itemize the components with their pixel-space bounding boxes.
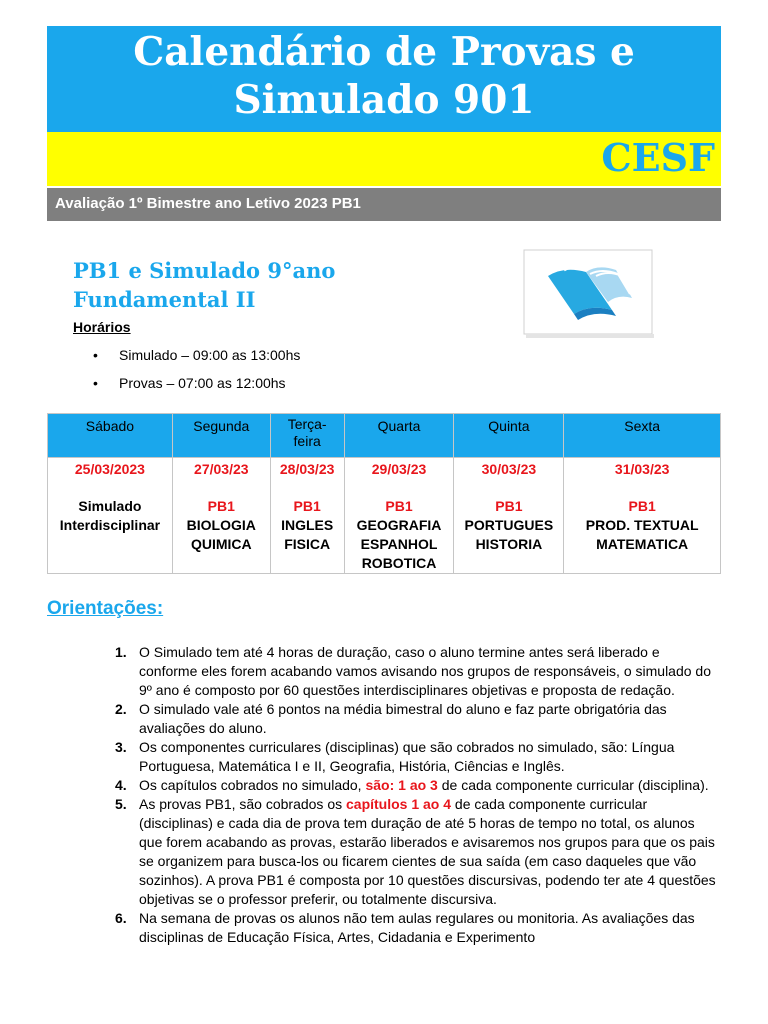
column-header-terca: Terça- feira xyxy=(270,414,344,458)
bullet-icon: • xyxy=(93,347,98,363)
orientacao-item xyxy=(108,700,720,738)
orientacao-item xyxy=(108,738,720,776)
bullet-icon: • xyxy=(93,375,98,391)
item-number: 4. xyxy=(115,777,127,793)
item-text: de cada componente curricular (disciplinas) e cada dia de prova tem duração de até 5 horas de tempo no total, os alunos que forem acabando as provas, estarão liberados e avisaremos nos grupos para que os pais se organizem para busca-los ou ficarem cientes de sua saída (em caso daqueles que vão sozinhos). A prova PB1 é composta por 10 questões discursivas, podendo ter ate 4 questões objetivas se o professor preferir, ou totalmente discursiva. xyxy=(139,796,716,907)
org-name: CESF xyxy=(601,135,715,180)
column-header-sabado: Sábado xyxy=(48,414,173,458)
item-number: 3. xyxy=(115,739,127,755)
subject: PORTUGUES xyxy=(464,517,554,533)
item-text: As provas PB1, são cobrados os xyxy=(139,796,346,812)
day-cell xyxy=(48,458,173,574)
exam-code: PB1 xyxy=(207,498,235,514)
day-cell xyxy=(454,458,564,574)
item-text: O Simulado tem até 4 horas de duração, caso o aluno termine antes será liberado e conforme eles forem acabando vamos avisando nos grupos de responsáveis, o simulado do 9º ano é composto por 60 questões interdisciplinares objetivas e proposta de redação. xyxy=(139,644,711,698)
subject: ESPANHOL xyxy=(360,536,438,552)
highlighted-text: são: 1 ao 3 xyxy=(365,777,438,793)
section-title-line-1: PB1 e Simulado 9°ano xyxy=(73,258,336,283)
highlighted-text: capítulos 1 ao 4 xyxy=(346,796,452,812)
item-text: de cada componente curricular (disciplina). xyxy=(437,777,709,793)
title-line-1: Calendário de Provas e xyxy=(133,29,635,75)
column-header-quinta: Quinta xyxy=(454,414,564,458)
item-text: Na semana de provas os alunos não tem aulas regulares ou monitoria. As avaliações das disciplinas de Educação Física, Artes, Cidadania e Experimento xyxy=(139,910,695,945)
day-cell xyxy=(564,458,721,574)
exam-code: PB1 xyxy=(293,498,321,514)
exam-date: 30/03/23 xyxy=(481,461,537,477)
orientacao-item xyxy=(108,795,720,909)
day-cell xyxy=(270,458,344,574)
orientacao-item xyxy=(108,776,720,795)
orientacoes-heading: Orientações: xyxy=(47,598,164,619)
subtitle: Avaliação 1º Bimestre ano Letivo 2023 PB1 xyxy=(55,195,361,212)
schedule-text: Provas – 07:00 as 12:00hs xyxy=(119,375,286,391)
item-text: O simulado vale até 6 pontos na média bimestral do aluno e faz parte obrigatória das avaliações do aluno. xyxy=(139,701,667,736)
book-logo-icon xyxy=(520,246,656,340)
subject: HISTORIA xyxy=(475,536,543,552)
title-line-2: Simulado 901 xyxy=(233,77,535,123)
orientacao-item xyxy=(108,643,720,700)
exam-code: PB1 xyxy=(495,498,523,514)
subject: BIOLOGIA xyxy=(186,517,256,533)
orientacao-item xyxy=(108,909,720,947)
exam-date: 28/03/23 xyxy=(279,461,335,477)
exam-code: PB1 xyxy=(628,498,656,514)
subject: Simulado xyxy=(78,498,142,514)
column-header-quarta: Quarta xyxy=(344,414,454,458)
exam-date: 31/03/23 xyxy=(614,461,670,477)
item-number: 1. xyxy=(115,644,127,660)
section-title-line-2: Fundamental II xyxy=(73,287,256,312)
subject: PROD. TEXTUAL xyxy=(585,517,699,533)
orientacoes-list xyxy=(108,643,720,947)
item-text: Os componentes curriculares (disciplinas) que são cobrados no simulado, são: Língua Portuguesa, Matemática I e II, Geografia, História, Ciências e Inglês. xyxy=(139,739,675,774)
exam-date: 27/03/23 xyxy=(194,461,249,477)
schedule-list xyxy=(73,345,300,401)
schedule-text: Simulado – 09:00 as 13:00hs xyxy=(119,347,301,363)
day-cell xyxy=(344,458,454,574)
column-header-segunda: Segunda xyxy=(172,414,270,458)
table-header-row xyxy=(48,414,721,458)
subject: INGLES xyxy=(281,517,334,533)
schedule-item xyxy=(73,373,300,401)
section-title xyxy=(73,256,335,314)
item-number: 5. xyxy=(115,796,127,812)
subject: Interdisciplinar xyxy=(59,517,161,533)
subject: FISICA xyxy=(284,536,331,552)
item-number: 6. xyxy=(115,910,127,926)
item-number: 2. xyxy=(115,701,127,717)
exam-date: 29/03/23 xyxy=(371,461,427,477)
item-text: Os capítulos cobrados no simulado, xyxy=(139,777,366,793)
table-row xyxy=(48,458,721,574)
day-cell xyxy=(172,458,270,574)
horarios-label: Horários xyxy=(73,319,131,335)
subject: GEOGRAFIA xyxy=(356,517,442,533)
schedule-item xyxy=(73,345,300,373)
subject: MATEMATICA xyxy=(596,536,689,552)
exam-code: PB1 xyxy=(385,498,413,514)
subject: ROBOTICA xyxy=(361,555,437,571)
page-title xyxy=(47,28,721,124)
exam-date: 25/03/2023 xyxy=(74,461,145,477)
exam-calendar-table xyxy=(47,413,721,574)
column-header-sexta: Sexta xyxy=(564,414,721,458)
subject: QUIMICA xyxy=(190,536,252,552)
